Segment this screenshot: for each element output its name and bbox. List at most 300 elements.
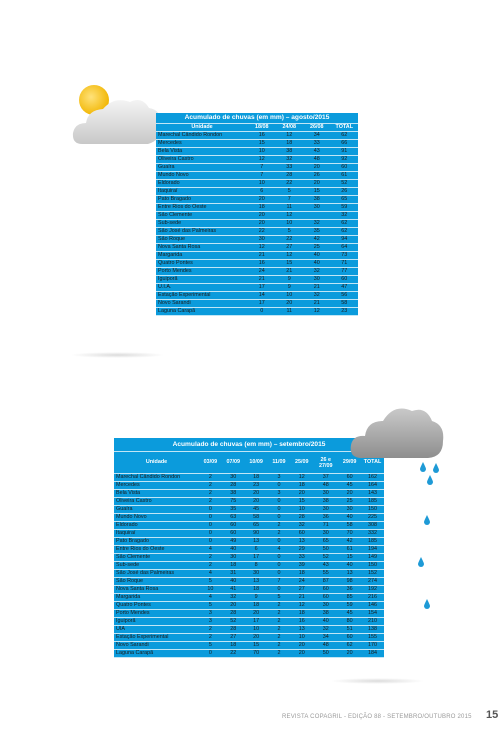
unit-name-cell: U.I.A. xyxy=(156,284,248,292)
column-header: 26/08 xyxy=(303,124,331,132)
rainfall-value-cell: 12 xyxy=(276,212,304,220)
unit-name-cell: Laguna Carapã xyxy=(114,650,199,658)
rainfall-value-cell: 2 xyxy=(268,618,291,626)
rainfall-value-cell: 0 xyxy=(268,562,291,570)
rainfall-value-cell: 11 xyxy=(276,204,304,212)
rainfall-value-cell: 2 xyxy=(268,650,291,658)
table-row xyxy=(156,308,358,316)
rainfall-value-cell: 0 xyxy=(268,498,291,506)
unit-name-cell: Porto Mendes xyxy=(156,268,248,276)
rainfall-value-cell: 87 xyxy=(313,578,338,586)
rainfall-value-cell: 10 xyxy=(276,220,304,228)
column-header: 25/09 xyxy=(290,452,313,474)
rainfall-value-cell: 30 xyxy=(248,236,276,244)
table-row xyxy=(156,244,358,252)
rainfall-value-cell: 36 xyxy=(338,586,361,594)
rainfall-value-cell: 5 xyxy=(276,188,304,196)
unit-name-cell: São Clemente xyxy=(114,554,199,562)
rainfall-value-cell: 47 xyxy=(331,284,359,292)
rainfall-value-cell: 23 xyxy=(331,308,359,316)
rainfall-value-cell: 184 xyxy=(361,650,384,658)
rainfall-value-cell: 2 xyxy=(268,602,291,610)
column-header: 18/08 xyxy=(248,124,276,132)
table-row xyxy=(114,506,384,514)
rainfall-value-cell: 60 xyxy=(313,594,338,602)
rainfall-value-cell: 40 xyxy=(313,618,338,626)
unit-name-cell: Mercedes xyxy=(156,140,248,148)
rainfall-value-cell: 40 xyxy=(222,578,245,586)
rainfall-value-cell: 154 xyxy=(361,610,384,618)
rainfall-value-cell: 34 xyxy=(313,634,338,642)
rainfall-value-cell: 48 xyxy=(313,482,338,490)
column-header: 24/08 xyxy=(276,124,304,132)
rainfall-value-cell: 27 xyxy=(222,634,245,642)
table-row xyxy=(114,610,384,618)
rainfall-value-cell: 24 xyxy=(248,268,276,276)
table-row xyxy=(156,220,358,228)
unit-name-cell: São Roque xyxy=(114,578,199,586)
unit-name-cell: Guaíra xyxy=(114,506,199,514)
column-header: TOTAL xyxy=(361,452,384,474)
raindrop-icon xyxy=(427,475,433,485)
rainfall-value-cell: 0 xyxy=(199,650,222,658)
unit-name-cell: Entre Rios do Oeste xyxy=(156,204,248,212)
unit-name-cell: Itaquiraí xyxy=(114,530,199,538)
rainfall-value-cell: 2 xyxy=(199,474,222,482)
rainfall-value-cell: 15 xyxy=(338,554,361,562)
rainfall-value-cell: 38 xyxy=(276,148,304,156)
table-row xyxy=(156,276,358,284)
rainfall-value-cell: 17 xyxy=(248,284,276,292)
rainfall-value-cell: 30 xyxy=(303,276,331,284)
rainfall-value-cell: 98 xyxy=(338,578,361,586)
rainfall-value-cell: 28 xyxy=(276,172,304,180)
rainfall-value-cell: 63 xyxy=(222,514,245,522)
rainfall-value-cell: 73 xyxy=(331,252,359,260)
rainfall-value-cell: 20 xyxy=(248,220,276,228)
table-row xyxy=(114,514,384,522)
rainfall-value-cell: 62 xyxy=(331,132,359,140)
rainfall-value-cell: 29 xyxy=(290,546,313,554)
rainfall-value-cell: 42 xyxy=(303,236,331,244)
rainfall-value-cell: 5 xyxy=(276,228,304,236)
rainfall-value-cell: 0 xyxy=(199,514,222,522)
unit-name-cell: São Clemente xyxy=(156,212,248,220)
rainfall-value-cell: 38 xyxy=(303,196,331,204)
table-row xyxy=(156,140,358,148)
unit-name-cell: Oliveira Castro xyxy=(156,156,248,164)
september-table-title: Acumulado de chuvas (em mm) – setembro/2015 xyxy=(114,438,384,452)
table-row xyxy=(114,546,384,554)
rainfall-value-cell: 20 xyxy=(338,490,361,498)
rainfall-value-cell: 138 xyxy=(361,626,384,634)
rainfall-value-cell: 52 xyxy=(331,180,359,188)
rainfall-value-cell: 92 xyxy=(331,156,359,164)
september-rainfall-table xyxy=(114,438,384,658)
table-row xyxy=(114,474,384,482)
rainfall-value-cell: 20 xyxy=(245,490,268,498)
rainfall-value-cell: 30 xyxy=(313,506,338,514)
rainfall-value-cell: 27 xyxy=(290,586,313,594)
rainfall-value-cell: 61 xyxy=(331,172,359,180)
rainfall-value-cell: 0 xyxy=(268,506,291,514)
rainfall-value-cell: 20 xyxy=(248,196,276,204)
unit-name-cell: Marechal Cândido Rondon xyxy=(156,132,248,140)
column-header: Unidade xyxy=(156,124,248,132)
unit-name-cell: Bela Vista xyxy=(156,148,248,156)
august-table-title: Acumulado de chuvas (em mm) – agosto/2015 xyxy=(156,113,358,124)
rainfall-value-cell: 2 xyxy=(268,610,291,618)
rainfall-value-cell: 3 xyxy=(199,618,222,626)
rainfall-value-cell: 60 xyxy=(338,634,361,642)
raindrop-icon xyxy=(420,462,426,472)
rainfall-value-cell: 20 xyxy=(303,180,331,188)
rainfall-value-cell: 51 xyxy=(338,626,361,634)
rainfall-value-cell: 5 xyxy=(199,602,222,610)
table-row xyxy=(114,498,384,506)
rainfall-value-cell: 7 xyxy=(248,172,276,180)
rainfall-value-cell: 7 xyxy=(276,196,304,204)
rainfall-value-cell: 13 xyxy=(338,570,361,578)
table-row xyxy=(114,650,384,658)
rainfall-value-cell: 26 xyxy=(331,188,359,196)
rainfall-value-cell: 18 xyxy=(248,204,276,212)
rainfall-value-cell: 10 xyxy=(199,586,222,594)
table-row xyxy=(156,292,358,300)
raindrop-icon xyxy=(433,463,439,473)
table-row xyxy=(114,554,384,562)
rainfall-value-cell: 12 xyxy=(290,474,313,482)
rainfall-value-cell: 18 xyxy=(222,562,245,570)
table-row xyxy=(156,132,358,140)
rainfall-value-cell: 0 xyxy=(199,538,222,546)
rainfall-value-cell: 28 xyxy=(222,610,245,618)
rainfall-value-cell: 164 xyxy=(361,482,384,490)
rainfall-value-cell: 16 xyxy=(248,260,276,268)
rainfall-value-cell: 18 xyxy=(290,610,313,618)
rainfall-value-cell: 60 xyxy=(313,586,338,594)
rainfall-value-cell: 2 xyxy=(199,562,222,570)
table-row xyxy=(114,634,384,642)
rainfall-value-cell: 12 xyxy=(290,602,313,610)
rainfall-value-cell: 18 xyxy=(245,602,268,610)
rainfall-value-cell: 274 xyxy=(361,578,384,586)
rainfall-value-cell: 55 xyxy=(313,570,338,578)
rainfall-value-cell: 2 xyxy=(268,642,291,650)
table-shadow xyxy=(70,352,165,358)
rainfall-value-cell: 21 xyxy=(303,284,331,292)
unit-name-cell: Iguiporã xyxy=(156,276,248,284)
raindrop-icon xyxy=(424,515,430,525)
rain-cloud-icon xyxy=(348,400,446,462)
rainfall-value-cell: 20 xyxy=(245,498,268,506)
rainfall-value-cell: 56 xyxy=(331,292,359,300)
unit-name-cell: Novo Sarandi xyxy=(156,300,248,308)
rainfall-value-cell: 143 xyxy=(361,490,384,498)
unit-name-cell: Entre Rios do Oeste xyxy=(114,546,199,554)
table-row xyxy=(114,530,384,538)
rainfall-value-cell: 27 xyxy=(276,244,304,252)
rainfall-value-cell: 21 xyxy=(248,276,276,284)
rainfall-value-cell: 15 xyxy=(248,140,276,148)
unit-name-cell: Mundo Novo xyxy=(156,172,248,180)
rainfall-value-cell: 15 xyxy=(303,188,331,196)
table-row xyxy=(156,212,358,220)
rainfall-value-cell: 13 xyxy=(245,578,268,586)
unit-name-cell: Margarida xyxy=(156,252,248,260)
unit-name-cell: Pato Bragado xyxy=(156,196,248,204)
rainfall-value-cell: 20 xyxy=(290,650,313,658)
table-row xyxy=(114,562,384,570)
rainfall-value-cell: 332 xyxy=(361,530,384,538)
rainfall-value-cell: 61 xyxy=(338,546,361,554)
rainfall-value-cell: 60 xyxy=(290,530,313,538)
rainfall-value-cell: 10 xyxy=(245,626,268,634)
rainfall-value-cell: 22 xyxy=(276,236,304,244)
rainfall-value-cell: 20 xyxy=(245,610,268,618)
rainfall-value-cell: 70 xyxy=(245,650,268,658)
rainfall-value-cell: 18 xyxy=(245,474,268,482)
rainfall-value-cell: 149 xyxy=(361,554,384,562)
unit-name-cell: Mercedes xyxy=(114,482,199,490)
rainfall-value-cell: 5 xyxy=(268,594,291,602)
rainfall-value-cell: 2 xyxy=(268,634,291,642)
unit-name-cell: Itaquiraí xyxy=(156,188,248,196)
rainfall-value-cell: 32 xyxy=(290,522,313,530)
rainfall-value-cell: 30 xyxy=(313,530,338,538)
table-row xyxy=(114,522,384,530)
rainfall-value-cell: 24 xyxy=(290,578,313,586)
table-row xyxy=(114,538,384,546)
rainfall-value-cell: 30 xyxy=(313,490,338,498)
column-header: 11/09 xyxy=(268,452,291,474)
rainfall-value-cell: 38 xyxy=(222,490,245,498)
rainfall-value-cell: 32 xyxy=(313,626,338,634)
rainfall-value-cell: 5 xyxy=(199,578,222,586)
rainfall-value-cell: 0 xyxy=(199,522,222,530)
unit-name-cell: São José das Palmeiras xyxy=(114,570,199,578)
column-header: Unidade xyxy=(114,452,199,474)
unit-name-cell: Margarida xyxy=(114,594,199,602)
rainfall-value-cell: 26 xyxy=(303,172,331,180)
rainfall-value-cell: 40 xyxy=(338,514,361,522)
rainfall-value-cell: 60 xyxy=(331,164,359,172)
rainfall-value-cell: 155 xyxy=(361,634,384,642)
rainfall-value-cell: 20 xyxy=(338,650,361,658)
unit-name-cell: São Roque xyxy=(156,236,248,244)
rainfall-value-cell: 3 xyxy=(268,474,291,482)
rainfall-value-cell: 31 xyxy=(222,570,245,578)
rainfall-value-cell: 16 xyxy=(248,132,276,140)
unit-name-cell: Bela Vista xyxy=(114,490,199,498)
rainfall-value-cell: 94 xyxy=(331,236,359,244)
table-row xyxy=(156,260,358,268)
rainfall-value-cell: 12 xyxy=(276,252,304,260)
table-row xyxy=(156,252,358,260)
table-row xyxy=(156,236,358,244)
table-row xyxy=(156,180,358,188)
rainfall-value-cell: 30 xyxy=(338,506,361,514)
table-row xyxy=(114,482,384,490)
rainfall-value-cell: 30 xyxy=(245,570,268,578)
table-shadow xyxy=(330,678,425,684)
rainfall-value-cell: 10 xyxy=(248,148,276,156)
rainfall-value-cell: 20 xyxy=(303,164,331,172)
rainfall-value-cell: 170 xyxy=(361,642,384,650)
rainfall-value-cell: 28 xyxy=(290,514,313,522)
rainfall-value-cell: 9 xyxy=(276,276,304,284)
rainfall-value-cell: 25 xyxy=(338,498,361,506)
rainfall-value-cell: 2 xyxy=(268,626,291,634)
column-header: 07/09 xyxy=(222,452,245,474)
rainfall-value-cell: 62 xyxy=(338,642,361,650)
rainfall-value-cell: 35 xyxy=(303,228,331,236)
rainfall-value-cell: 32 xyxy=(276,156,304,164)
unit-name-cell: Marechal Cândido Rondon xyxy=(114,474,199,482)
rainfall-value-cell: 91 xyxy=(331,148,359,156)
rainfall-value-cell: 40 xyxy=(303,260,331,268)
rainfall-value-cell: 0 xyxy=(268,514,291,522)
rainfall-value-cell: 8 xyxy=(245,562,268,570)
rainfall-value-cell: 45 xyxy=(338,610,361,618)
rainfall-value-cell: 17 xyxy=(248,300,276,308)
rainfall-value-cell: 12 xyxy=(303,308,331,316)
rainfall-value-cell: 52 xyxy=(222,618,245,626)
rainfall-value-cell: 10 xyxy=(290,506,313,514)
rainfall-value-cell: 34 xyxy=(303,132,331,140)
rainfall-value-cell: 30 xyxy=(222,474,245,482)
table-row xyxy=(156,228,358,236)
rainfall-value-cell: 16 xyxy=(290,618,313,626)
table-row xyxy=(156,300,358,308)
unit-name-cell: Nova Santa Rosa xyxy=(156,244,248,252)
rainfall-value-cell: 12 xyxy=(248,156,276,164)
rainfall-value-cell: 35 xyxy=(222,506,245,514)
rainfall-value-cell: 20 xyxy=(248,212,276,220)
unit-name-cell: Mundo Novo xyxy=(114,514,199,522)
table-row xyxy=(156,172,358,180)
rainfall-value-cell: 85 xyxy=(338,594,361,602)
rainfall-value-cell: 33 xyxy=(290,554,313,562)
unit-name-cell: UIA xyxy=(114,626,199,634)
rainfall-value-cell: 2 xyxy=(199,490,222,498)
unit-name-cell: Porto Mendes xyxy=(114,610,199,618)
rainfall-value-cell: 41 xyxy=(222,586,245,594)
rainfall-value-cell: 0 xyxy=(268,554,291,562)
rainfall-value-cell: 58 xyxy=(331,300,359,308)
rainfall-value-cell: 32 xyxy=(331,212,359,220)
rainfall-value-cell: 12 xyxy=(248,244,276,252)
rainfall-value-cell: 40 xyxy=(222,546,245,554)
unit-name-cell: Eldorado xyxy=(114,522,199,530)
rainfall-value-cell: 65 xyxy=(331,196,359,204)
rainfall-value-cell: 43 xyxy=(313,562,338,570)
rainfall-value-cell: 80 xyxy=(338,618,361,626)
rainfall-value-cell: 0 xyxy=(268,586,291,594)
rainfall-value-cell: 23 xyxy=(245,482,268,490)
rainfall-value-cell: 150 xyxy=(361,562,384,570)
rainfall-value-cell: 0 xyxy=(268,538,291,546)
table-row xyxy=(114,586,384,594)
table-row xyxy=(156,188,358,196)
rainfall-value-cell: 59 xyxy=(338,602,361,610)
rainfall-value-cell: 10 xyxy=(290,634,313,642)
rainfall-value-cell: 150 xyxy=(361,506,384,514)
column-header: 26 e 27/09 xyxy=(313,452,338,474)
page-number: 15 xyxy=(486,709,499,721)
rainfall-value-cell: 52 xyxy=(313,554,338,562)
unit-name-cell: Sub-sede xyxy=(156,220,248,228)
column-header: 10/09 xyxy=(245,452,268,474)
column-header: 29/09 xyxy=(338,452,361,474)
rainfall-value-cell: 40 xyxy=(338,562,361,570)
rainfall-value-cell: 0 xyxy=(199,530,222,538)
rainfall-value-cell: 152 xyxy=(361,570,384,578)
table-row xyxy=(156,164,358,172)
rainfall-value-cell: 60 xyxy=(222,530,245,538)
rainfall-value-cell: 60 xyxy=(331,276,359,284)
rainfall-value-cell: 43 xyxy=(303,148,331,156)
table-row xyxy=(114,626,384,634)
rainfall-value-cell: 12 xyxy=(276,132,304,140)
unit-name-cell: Nova Santa Rosa xyxy=(114,586,199,594)
rainfall-value-cell: 70 xyxy=(338,530,361,538)
rainfall-value-cell: 15 xyxy=(276,260,304,268)
rainfall-value-cell: 0 xyxy=(268,482,291,490)
rainfall-value-cell xyxy=(303,212,331,220)
rainfall-value-cell: 21 xyxy=(248,252,276,260)
rainfall-value-cell: 0 xyxy=(199,506,222,514)
rainfall-value-cell: 71 xyxy=(331,260,359,268)
rainfall-value-cell: 38 xyxy=(313,610,338,618)
table-row xyxy=(156,196,358,204)
rainfall-value-cell: 10 xyxy=(276,292,304,300)
august-rainfall-table xyxy=(156,113,358,316)
rainfall-value-cell: 66 xyxy=(331,140,359,148)
rainfall-value-cell: 32 xyxy=(303,220,331,228)
rainfall-value-cell: 14 xyxy=(248,292,276,300)
unit-name-cell: Novo Sarandi xyxy=(114,642,199,650)
rainfall-value-cell: 33 xyxy=(276,164,304,172)
unit-name-cell: Pato Bragado xyxy=(114,538,199,546)
rainfall-value-cell: 22 xyxy=(276,180,304,188)
table-row xyxy=(156,268,358,276)
unit-name-cell: Estação Experimental xyxy=(114,634,199,642)
rainfall-value-cell: 3 xyxy=(199,610,222,618)
rainfall-value-cell: 45 xyxy=(245,506,268,514)
rainfall-value-cell: 21 xyxy=(303,300,331,308)
rainfall-value-cell: 194 xyxy=(361,546,384,554)
rainfall-value-cell: 18 xyxy=(222,642,245,650)
unit-name-cell: Estação Experimental xyxy=(156,292,248,300)
table-row xyxy=(156,204,358,212)
rainfall-value-cell: 48 xyxy=(303,156,331,164)
table-row xyxy=(114,594,384,602)
rainfall-value-cell: 2 xyxy=(199,634,222,642)
rainfall-value-cell: 21 xyxy=(290,594,313,602)
rainfall-value-cell: 40 xyxy=(303,252,331,260)
rainfall-value-cell: 13 xyxy=(290,538,313,546)
table-row xyxy=(114,602,384,610)
table-row xyxy=(156,284,358,292)
rainfall-value-cell: 18 xyxy=(290,570,313,578)
rainfall-value-cell: 90 xyxy=(245,530,268,538)
unit-name-cell: São José das Palmeiras xyxy=(156,228,248,236)
rainfall-value-cell: 6 xyxy=(248,188,276,196)
rainfall-value-cell: 6 xyxy=(245,546,268,554)
rainfall-value-cell: 49 xyxy=(222,538,245,546)
unit-name-cell: Guaíra xyxy=(156,164,248,172)
